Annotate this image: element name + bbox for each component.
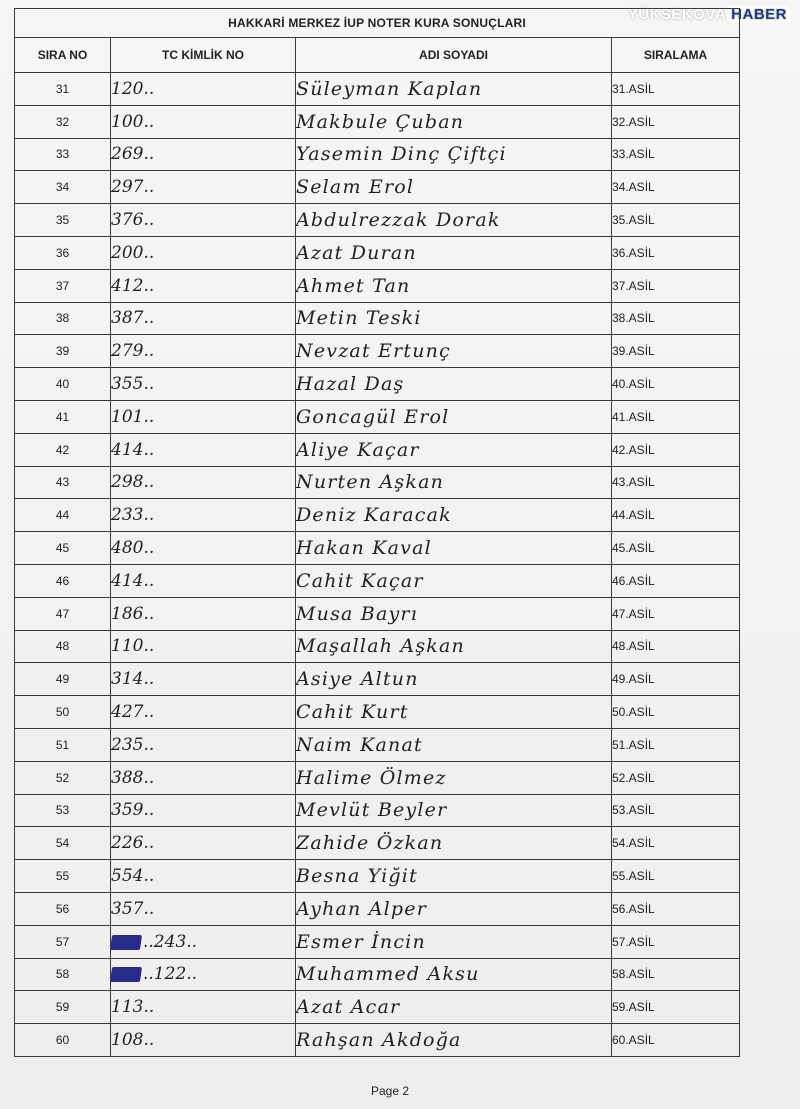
row-name [296, 728, 612, 761]
row-tc-text: 387.. [111, 308, 155, 329]
row-tc-text: 113.. [111, 997, 155, 1018]
table-row [15, 597, 740, 630]
row-rank-text: 55.ASİL [612, 869, 655, 884]
row-number-text: 52 [55, 770, 70, 785]
row-number-text: 44 [55, 508, 70, 523]
row-number [15, 860, 111, 893]
row-name-text: Süleyman Kaplan [296, 77, 483, 100]
row-number-text: 37 [55, 278, 70, 293]
row-tc-text: 357.. [111, 898, 155, 919]
table-row [15, 794, 740, 827]
row-tc [111, 73, 296, 106]
row-number-text: 46 [55, 573, 70, 588]
row-name [296, 630, 612, 663]
row-name [296, 400, 612, 433]
row-number-text: 58 [55, 967, 70, 982]
row-rank-text: 34.ASİL [612, 180, 655, 195]
row-number-text: 57 [55, 934, 70, 949]
row-rank-text: 58.ASİL [612, 967, 655, 982]
row-tc-text: 314.. [111, 669, 155, 690]
row-name [296, 433, 612, 466]
row-number-text: 45 [55, 541, 70, 556]
table-row [15, 204, 740, 237]
row-tc-text: 186.. [111, 603, 155, 624]
row-tc-text: 554.. [111, 866, 155, 887]
row-rank [612, 597, 740, 630]
row-name [296, 794, 612, 827]
row-number [15, 728, 111, 761]
row-tc-text: 269.. [111, 144, 155, 165]
table-row [15, 925, 740, 958]
row-rank-text: 57.ASİL [612, 934, 655, 949]
row-number [15, 1024, 111, 1057]
row-name [296, 1024, 612, 1057]
row-name [296, 761, 612, 794]
header-row [15, 38, 740, 73]
row-number-text: 40 [55, 377, 70, 392]
row-rank-text: 40.ASİL [612, 377, 655, 392]
row-number-text: 59 [55, 1000, 70, 1015]
row-rank [612, 925, 740, 958]
row-name [296, 892, 612, 925]
row-tc-text: 226.. [111, 833, 155, 854]
row-tc [111, 171, 296, 204]
row-tc [111, 368, 296, 401]
row-tc [111, 564, 296, 597]
row-number-text: 48 [55, 639, 70, 654]
table-row [15, 696, 740, 729]
row-rank-text: 37.ASİL [612, 278, 655, 293]
row-tc-text: 108.. [111, 1030, 155, 1050]
row-tc [111, 892, 296, 925]
row-number-text: 36 [55, 245, 70, 260]
row-number-text: 53 [55, 803, 70, 818]
row-rank [612, 630, 740, 663]
row-name [296, 204, 612, 237]
row-name [296, 860, 612, 893]
row-number [15, 400, 111, 433]
row-rank-text: 46.ASİL [612, 573, 655, 588]
row-number-text: 33 [55, 147, 70, 162]
row-name-text: Nevzat Ertunç [296, 340, 451, 363]
row-number [15, 794, 111, 827]
row-tc [111, 138, 296, 171]
row-name [296, 236, 612, 269]
row-number-text: 38 [55, 311, 70, 326]
row-rank [612, 761, 740, 794]
row-rank-text: 36.ASİL [612, 245, 655, 260]
row-rank-text: 59.ASİL [612, 1000, 655, 1015]
row-rank [612, 860, 740, 893]
row-tc-text: 297.. [111, 177, 155, 198]
row-tc-text: 101.. [111, 406, 155, 427]
row-tc-text: 355.. [111, 374, 155, 395]
row-number-text: 54 [55, 836, 70, 851]
table-row [15, 105, 740, 138]
row-rank [612, 138, 740, 171]
row-number [15, 269, 111, 302]
row-number [15, 204, 111, 237]
row-name-text: Besna Yiğit [296, 865, 418, 888]
row-rank-text: 44.ASİL [612, 508, 655, 523]
row-name-text: Halime Ölmez [296, 766, 447, 789]
table-row [15, 335, 740, 368]
row-name-text: Nurten Aşkan [296, 471, 445, 494]
row-tc-text: 298.. [111, 472, 155, 493]
table-row [15, 466, 740, 499]
row-tc-text: 235.. [111, 734, 155, 755]
row-rank-text: 38.ASİL [612, 311, 655, 326]
row-tc-text: 412.. [111, 275, 155, 296]
table-row [15, 630, 740, 663]
row-rank-text: 32.ASİL [612, 114, 655, 129]
row-name-text: Ayhan Alper [296, 897, 428, 920]
row-number [15, 925, 111, 958]
table-row [15, 991, 740, 1024]
row-number [15, 466, 111, 499]
row-name-text: Deniz Karacak [296, 504, 452, 527]
row-name-text: Rahşan Akdoğa [296, 1029, 462, 1051]
row-rank [612, 433, 740, 466]
row-tc [111, 794, 296, 827]
row-name [296, 564, 612, 597]
row-number-text: 39 [55, 344, 70, 359]
redaction-mark [111, 967, 143, 982]
row-name-text: Selam Erol [296, 176, 415, 199]
row-rank [612, 696, 740, 729]
row-name-text: Naim Kanat [296, 733, 423, 756]
row-number-text: 42 [55, 442, 70, 457]
row-tc [111, 696, 296, 729]
table-row [15, 73, 740, 106]
row-number [15, 368, 111, 401]
row-rank [612, 499, 740, 532]
row-tc-text: 110.. [111, 636, 155, 657]
table-row [15, 433, 740, 466]
row-rank [612, 302, 740, 335]
column-header-tc: TC KİMLİK NO [111, 38, 296, 73]
row-tc [111, 433, 296, 466]
row-tc [111, 761, 296, 794]
page-number: Page 2 [370, 1084, 410, 1098]
row-name-text: Aliye Kaçar [296, 438, 420, 461]
row-rank [612, 728, 740, 761]
row-tc [111, 860, 296, 893]
row-number [15, 827, 111, 860]
row-number [15, 991, 111, 1024]
table-row [15, 958, 740, 991]
row-name [296, 171, 612, 204]
row-tc-text: 427.. [111, 702, 155, 723]
row-name-text: Esmer İncin [296, 930, 426, 953]
row-tc-text: 200.. [111, 242, 155, 263]
row-rank-text: 53.ASİL [612, 803, 655, 818]
table-row [15, 499, 740, 532]
row-name [296, 499, 612, 532]
row-name [296, 696, 612, 729]
table-row [15, 892, 740, 925]
row-tc [111, 466, 296, 499]
row-number [15, 433, 111, 466]
row-name-text: Muhammed Aksu [296, 963, 480, 986]
row-name [296, 73, 612, 106]
row-tc [111, 630, 296, 663]
row-rank [612, 236, 740, 269]
row-rank [612, 171, 740, 204]
row-name-text: Cahit Kaçar [296, 569, 424, 592]
table-row [15, 368, 740, 401]
row-number [15, 663, 111, 696]
row-rank [612, 892, 740, 925]
row-name-text: Musa Bayrı [296, 602, 418, 625]
row-name-text: Hakan Kaval [296, 537, 432, 560]
row-number-text: 31 [55, 81, 70, 96]
table-row [15, 171, 740, 204]
row-rank-text: 43.ASİL [612, 475, 655, 490]
row-number [15, 630, 111, 663]
row-name-text: Ahmet Tan [296, 274, 411, 297]
row-name [296, 925, 612, 958]
row-number [15, 696, 111, 729]
row-tc [111, 1024, 296, 1057]
row-rank-text: 41.ASİL [612, 409, 655, 424]
row-name-text: Abdulrezzak Dorak [296, 209, 501, 232]
row-rank-text: 35.ASİL [612, 213, 655, 228]
row-number [15, 73, 111, 106]
row-tc [111, 728, 296, 761]
table-row [15, 564, 740, 597]
row-tc [111, 335, 296, 368]
row-name [296, 466, 612, 499]
row-rank [612, 335, 740, 368]
row-rank [612, 663, 740, 696]
row-rank [612, 105, 740, 138]
row-name-text: Zahide Özkan [296, 832, 444, 855]
column-header-name: ADI SOYADI [296, 38, 612, 73]
table-row [15, 827, 740, 860]
document-title: HAKKARİ MERKEZ İUP NOTER KURA SONUÇLARI [15, 9, 740, 38]
table-row [15, 138, 740, 171]
row-number-text: 56 [55, 901, 70, 916]
row-tc-text: 100.. [111, 111, 155, 132]
row-number-text: 43 [55, 475, 70, 490]
row-number-text: 35 [55, 213, 70, 228]
table-row [15, 400, 740, 433]
row-rank-text: 52.ASİL [612, 770, 655, 785]
row-name-text: Maşallah Aşkan [296, 635, 465, 658]
row-tc [111, 925, 296, 958]
row-rank [612, 466, 740, 499]
table-row [15, 532, 740, 565]
title-row [15, 9, 740, 38]
table-row [15, 269, 740, 302]
row-rank-text: 39.ASİL [612, 344, 655, 359]
row-name [296, 368, 612, 401]
row-number-text: 41 [55, 409, 70, 424]
row-tc-text: ..243.. [143, 931, 198, 952]
row-name [296, 532, 612, 565]
row-number-text: 34 [55, 180, 70, 195]
row-number [15, 499, 111, 532]
row-name [296, 597, 612, 630]
row-rank [612, 991, 740, 1024]
row-name-text: Cahit Kurt [296, 701, 409, 724]
row-number [15, 958, 111, 991]
row-rank-text: 45.ASİL [612, 541, 655, 556]
table-row [15, 860, 740, 893]
row-rank [612, 204, 740, 237]
row-rank-text: 50.ASİL [612, 705, 655, 720]
row-tc-text: 414.. [111, 570, 155, 591]
row-rank [612, 1024, 740, 1057]
column-header-rank: SIRALAMA [612, 38, 740, 73]
row-tc [111, 663, 296, 696]
row-number [15, 532, 111, 565]
row-rank-text: 48.ASİL [612, 639, 655, 654]
row-number-text: 51 [55, 737, 70, 752]
row-name-text: Goncagül Erol [296, 405, 450, 428]
row-rank [612, 794, 740, 827]
row-tc-text: 279.. [111, 341, 155, 362]
row-number [15, 335, 111, 368]
table-row [15, 663, 740, 696]
row-number [15, 236, 111, 269]
row-name [296, 269, 612, 302]
redaction-mark [111, 935, 143, 950]
row-rank-text: 31.ASİL [612, 81, 655, 96]
row-name-text: Metin Teski [296, 307, 422, 330]
row-rank-text: 42.ASİL [612, 442, 655, 457]
row-number-text: 32 [55, 114, 70, 129]
row-tc-text: 388.. [111, 767, 155, 788]
row-name [296, 105, 612, 138]
row-number [15, 597, 111, 630]
row-tc [111, 597, 296, 630]
row-tc [111, 400, 296, 433]
watermark-part1: YÜKSEKOVA [627, 6, 727, 23]
row-tc [111, 958, 296, 991]
row-tc-text: 414.. [111, 439, 155, 460]
table-body [15, 73, 740, 1057]
row-tc-text: 359.. [111, 800, 155, 821]
row-rank-text: 49.ASİL [612, 672, 655, 687]
results-table [14, 8, 740, 1057]
row-name [296, 302, 612, 335]
row-name-text: Azat Acar [296, 996, 401, 1019]
row-number-text: 47 [55, 606, 70, 621]
row-number-text: 55 [55, 869, 70, 884]
row-number-text: 60 [55, 1033, 70, 1047]
row-rank-text: 33.ASİL [612, 147, 655, 162]
row-name-text: Azat Duran [296, 241, 417, 264]
row-rank [612, 564, 740, 597]
row-number [15, 564, 111, 597]
row-tc-text: 376.. [111, 210, 155, 231]
row-rank-text: 54.ASİL [612, 836, 655, 851]
row-name [296, 958, 612, 991]
row-tc [111, 105, 296, 138]
watermark-part2: HABER [728, 6, 790, 23]
row-number [15, 761, 111, 794]
row-tc [111, 991, 296, 1024]
row-name [296, 827, 612, 860]
row-tc [111, 499, 296, 532]
row-name [296, 138, 612, 171]
row-rank [612, 958, 740, 991]
row-tc [111, 269, 296, 302]
row-name-text: Asiye Altun [296, 668, 419, 691]
row-rank [612, 400, 740, 433]
row-tc [111, 532, 296, 565]
row-rank-text: 47.ASİL [612, 606, 655, 621]
row-number [15, 138, 111, 171]
row-rank [612, 269, 740, 302]
row-rank-text: 51.ASİL [612, 737, 655, 752]
row-number [15, 892, 111, 925]
row-rank-text: 56.ASİL [612, 901, 655, 916]
row-name [296, 991, 612, 1024]
row-number [15, 171, 111, 204]
table-row [15, 236, 740, 269]
table-row [15, 1024, 740, 1057]
row-tc [111, 236, 296, 269]
table-row [15, 761, 740, 794]
column-header-sira-no: SIRA NO [15, 38, 111, 73]
row-name-text: Makbule Çuban [296, 110, 465, 133]
row-number-text: 50 [55, 705, 70, 720]
row-number [15, 302, 111, 335]
row-rank [612, 73, 740, 106]
row-rank [612, 532, 740, 565]
row-name-text: Yasemin Dinç Çiftçi [296, 143, 507, 166]
row-tc [111, 827, 296, 860]
row-tc [111, 302, 296, 335]
row-tc-text: 480.. [111, 538, 155, 559]
row-name-text: Mevlüt Beyler [296, 799, 448, 822]
row-tc-text: ..122.. [143, 964, 198, 985]
row-number [15, 105, 111, 138]
row-name-text: Hazal Daş [296, 373, 405, 396]
row-rank [612, 827, 740, 860]
row-tc [111, 204, 296, 237]
row-name [296, 335, 612, 368]
row-rank-text: 60.ASİL [612, 1033, 655, 1047]
row-name [296, 663, 612, 696]
row-tc-text: 233.. [111, 505, 155, 526]
table-row [15, 302, 740, 335]
row-number-text: 49 [55, 672, 70, 687]
row-tc-text: 120.. [111, 78, 155, 99]
table-row [15, 728, 740, 761]
row-rank [612, 368, 740, 401]
